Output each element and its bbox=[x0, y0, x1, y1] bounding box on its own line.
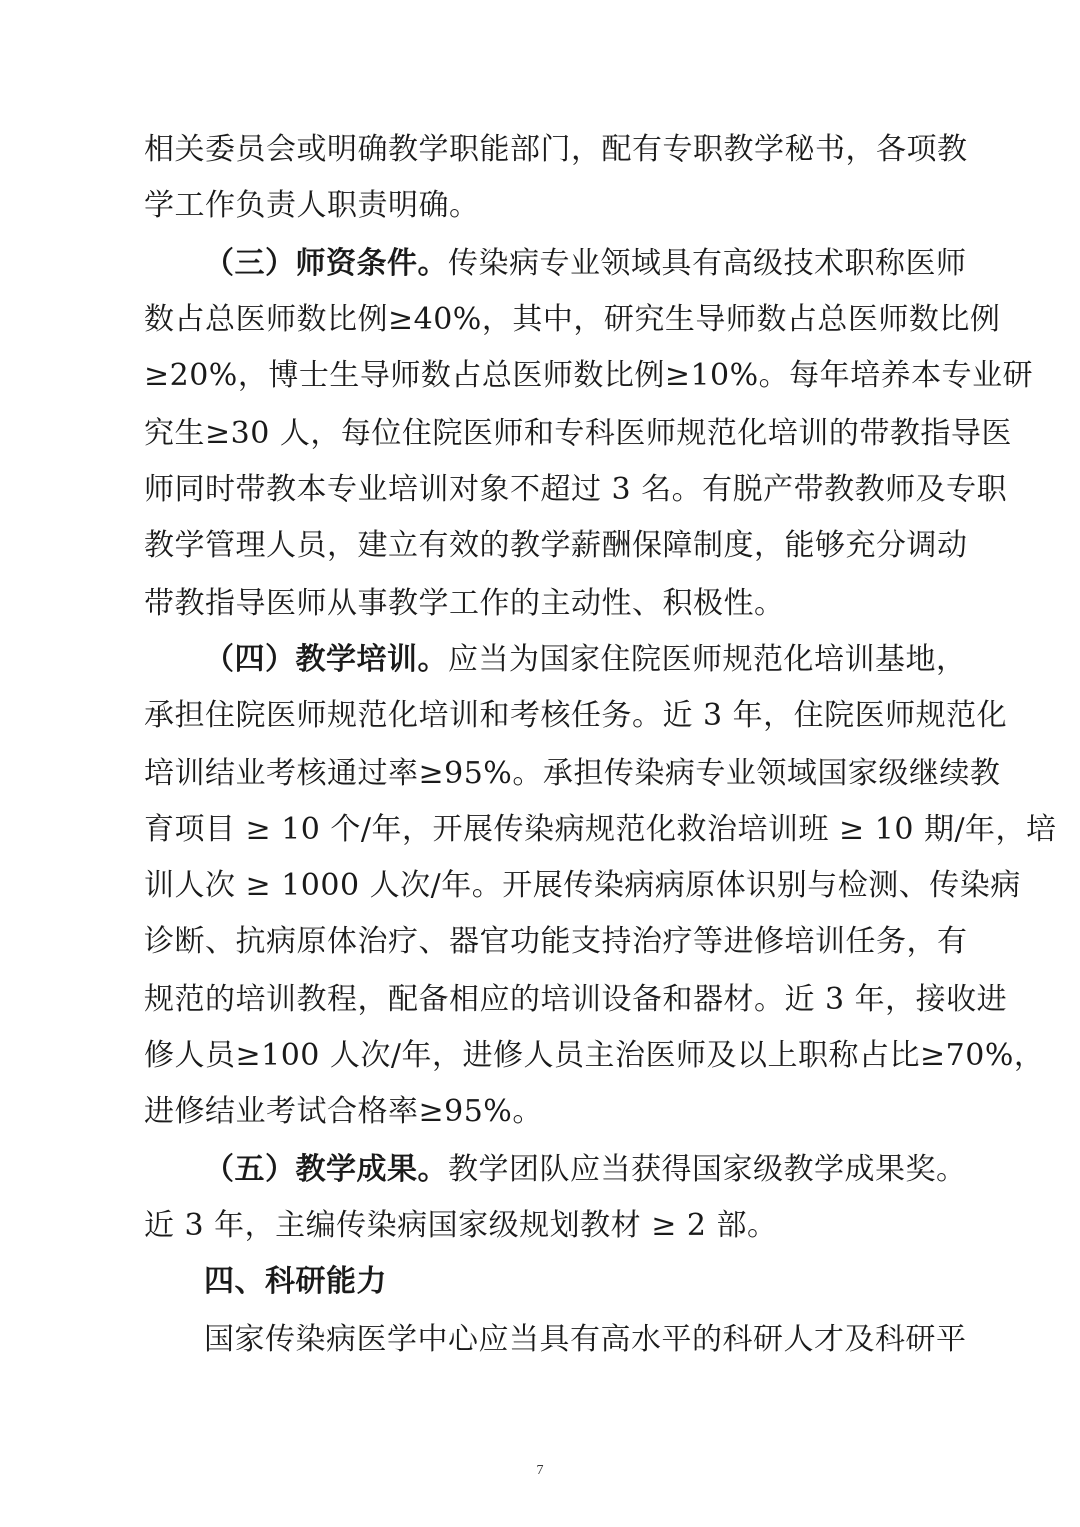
page-number: 7 bbox=[536, 1463, 544, 1478]
subheading-teachers: （三）师资条件。 bbox=[204, 246, 448, 281]
section-heading-research: 四、科研能力 bbox=[204, 1264, 387, 1299]
text-line: 育项目 ≥ 10 个/年，开展传染病规范化救治培训班 ≥ 10 期/年，培 bbox=[144, 812, 1057, 847]
text-line: 承担住院医师规范化培训和考核任务。近 3 年，住院医师规范化 bbox=[144, 698, 1008, 733]
paragraph-lead-line bbox=[204, 240, 967, 288]
subheading-results: （五）教学成果。 bbox=[204, 1152, 448, 1187]
text-line: 培训结业考核通过率≥95%。承担传染病专业领域国家级继续教 bbox=[144, 756, 1001, 791]
text-line: 究生≥30 人，每位住院医师和专科医师规范化培训的带教指导医 bbox=[144, 416, 1012, 451]
text-line: ≥20%，博士生导师数占总医师数比例≥10%。每年培养本专业研 bbox=[144, 358, 1034, 393]
text-line: 师同时带教本专业培训对象不超过 3 名。有脱产带教教师及专职 bbox=[144, 472, 1008, 507]
text-line: 学工作负责人职责明确。 bbox=[144, 188, 480, 223]
text-line: 相关委员会或明确教学职能部门，配有专职教学秘书，各项教 bbox=[144, 132, 968, 167]
text-line: 训人次 ≥ 1000 人次/年。开展传染病病原体识别与检测、传染病 bbox=[144, 868, 1021, 903]
text-line: 规范的培训教程，配备相应的培训设备和器材。近 3 年，接收进 bbox=[144, 982, 1008, 1017]
text-line: 数占总医师数比例≥40%，其中，研究生导师数占总医师数比例 bbox=[144, 302, 1001, 337]
text-span: 应当为国家住院医师规范化培训基地， bbox=[448, 642, 967, 677]
text-line: 带教指导医师从事教学工作的主动性、积极性。 bbox=[144, 586, 785, 621]
text-line: 进修结业考试合格率≥95%。 bbox=[144, 1094, 543, 1129]
text-line: 国家传染病医学中心应当具有高水平的科研人才及科研平 bbox=[204, 1322, 967, 1357]
text-span: 教学团队应当获得国家级教学成果奖。 bbox=[448, 1152, 967, 1187]
subheading-training: （四）教学培训。 bbox=[204, 642, 448, 677]
paragraph-lead-line bbox=[204, 1146, 967, 1194]
text-line: 近 3 年，主编传染病国家级规划教材 ≥ 2 部。 bbox=[144, 1208, 778, 1243]
text-line: 教学管理人员，建立有效的教学薪酬保障制度，能够充分调动 bbox=[144, 528, 968, 563]
paragraph-lead-line bbox=[204, 636, 967, 684]
text-line: 修人员≥100 人次/年，进修人员主治医师及以上职称占比≥70%， bbox=[144, 1038, 1045, 1073]
text-line: 诊断、抗病原体治疗、器官功能支持治疗等进修培训任务，有 bbox=[144, 924, 968, 959]
text-span: 传染病专业领域具有高级技术职称医师 bbox=[448, 246, 967, 281]
